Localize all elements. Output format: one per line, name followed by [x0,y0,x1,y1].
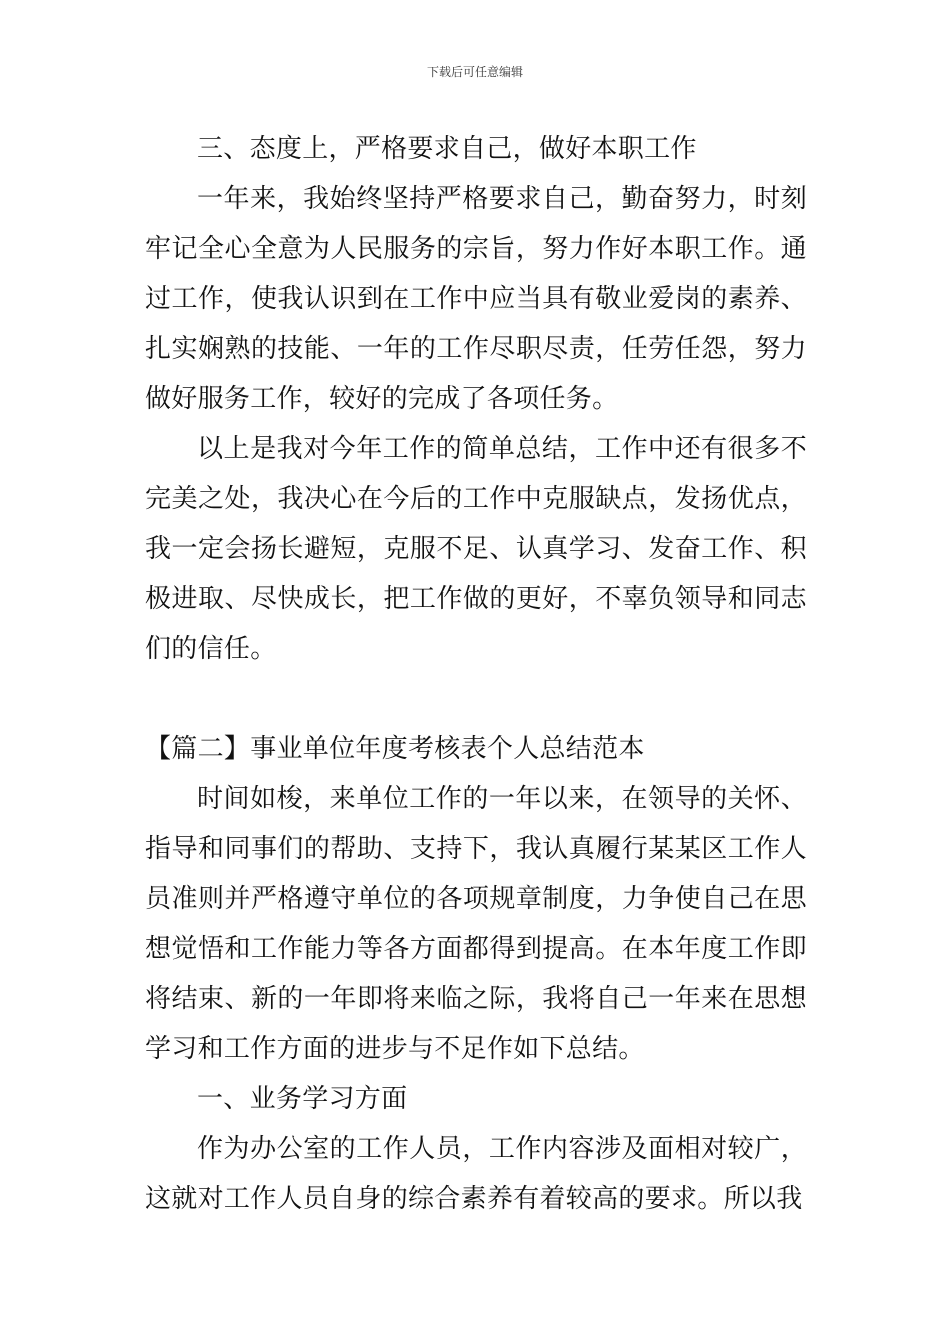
paragraph: 作为办公室的工作人员，工作内容涉及面相对较广，这就对工作人员自身的综合素养有着较高的要求。所以我 [145,1134,807,1214]
section-heading: 三、态度上，严格要求自己，做好本职工作 [197,134,697,164]
paragraph: 一年来，我始终坚持严格要求自己，勤奋努力，时刻牢记全心全意为人民服务的宗旨，努力作好本职工作。通过工作，使我认识到在工作中应当具有敬业爱岗的素养、扎实娴熟的技能、一年的工作尽职尽责，任劳任怨，努力做好服务工作，较好的完成了各项任务。 [145,184,807,414]
page-header: 下载后可任意编辑 [426,65,523,79]
section-heading: 一、业务学习方面 [197,1084,408,1114]
paragraph: 时间如梭，来单位工作的一年以来，在领导的关怀、指导和同事们的帮助、支持下，我认真履行某某区工作人员准则并严格遵守单位的各项规章制度，力争使自己在思想觉悟和工作能力等各方面都得到提高。在本年度工作即将结束、新的一年即将来临之际，我将自己一年来在思想学习和工作方面的进步与不足作如下总结。 [145,784,807,1064]
paragraph: 以上是我对今年工作的简单总结，工作中还有很多不完美之处，我决心在今后的工作中克服缺点，发扬优点，我一定会扬长避短，克服不足、认真学习、发奋工作、积极进取、尽快成长，把工作做的更好，不辜负领导和同志们的信任。 [145,434,807,664]
chapter-title: 【篇二】事业单位年度考核表个人总结范本 [145,734,645,764]
document-body [145,124,807,1224]
